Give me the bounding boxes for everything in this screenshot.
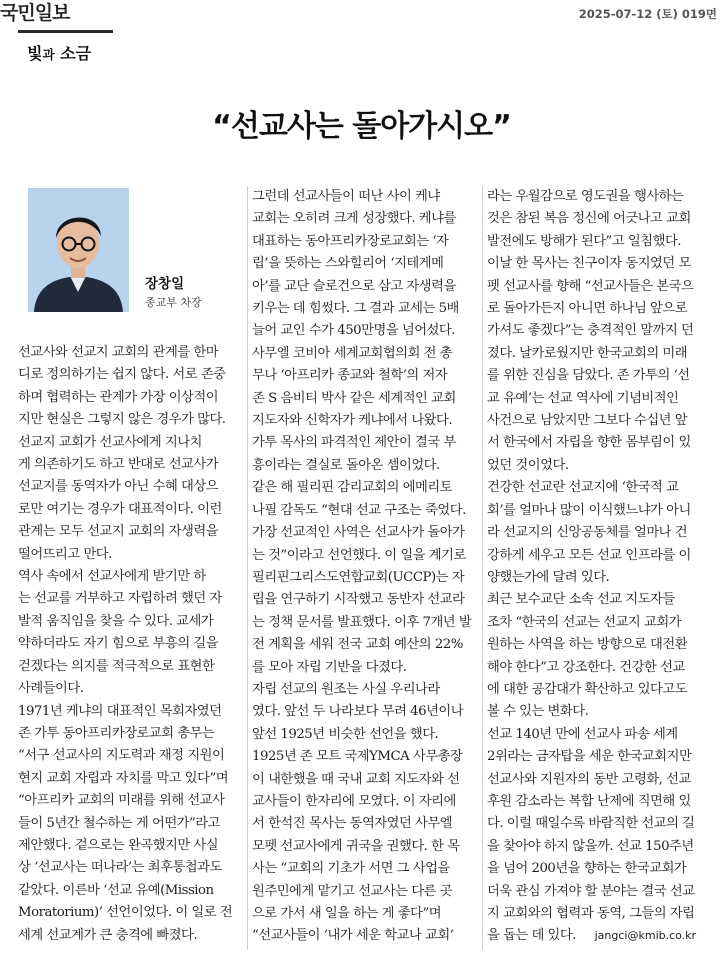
text-line: Moratorium)’ 선언이었다. 이 일로 전 [18, 905, 233, 921]
text-line: 을 찾아야 하지 않을까. 선교 150주년 [487, 838, 694, 854]
text-line: 회’를 얼마나 많이 이식했느냐가 아니 [487, 502, 691, 518]
text-line: 역사 속에서 선교사에게 받기만 하 [18, 569, 206, 585]
text-line: 이날 한 목사는 친구이자 동지였던 모 [487, 256, 691, 272]
text-line: 선교지를 동역자가 아닌 수혜 대상으 [18, 479, 219, 495]
text-line: 아’를 교단 슬로건으로 삼고 자생력을 [252, 278, 456, 294]
text-line: 지만 현실은 그렇지 않은 경우가 많다. [18, 412, 226, 428]
text-line: 강하게 세우고 모든 선교 인프라를 이 [487, 547, 691, 563]
text-line: 로만 여기는 경우가 대표적이다. 이런 [18, 501, 222, 517]
column-name [27, 41, 91, 64]
text-line: 디로 정의하기는 쉽지 않다. 서로 존중 [18, 367, 226, 383]
text-line: 립을 연구하기 시작했고 동반자 선교라 [252, 592, 465, 608]
text-line: 흥이라는 결실로 돌아온 셈이었다. [252, 457, 440, 473]
text-line: 가장 선교적인 사역은 선교사가 돌아가 [252, 525, 465, 541]
text-line: 약하더라도 자기 힘으로 부흥의 길을 [18, 636, 219, 652]
text-line: 세계 선교계가 큰 충격에 빠졌다. [18, 927, 198, 943]
text-line: 선교사와 선교지 교회의 관계를 한마 [18, 345, 219, 360]
text-line: 라 선교지의 신앙공동체를 얼마나 건 [487, 525, 688, 541]
issue-date: 2025-07-12 (토) 019면 [578, 7, 717, 21]
text-line: 그런데 선교사들이 떠난 사이 케냐 [252, 189, 440, 204]
text-line: 대표하는 동아프리카장로교회는 ‘자 [252, 233, 449, 249]
text-line: 지 교회와의 협력과 동역, 그들의 자립 [487, 906, 695, 921]
text-line: 전 계획을 세워 전국 교회 예산의 22% [252, 637, 463, 653]
column-name-small: 과 [42, 47, 55, 62]
author-portrait-icon [28, 188, 129, 312]
publication-header [0, 0, 723, 28]
text-line: 2위라는 금자탑을 세운 한국교회지만 [487, 749, 692, 765]
author-name: 장창일 [145, 276, 185, 292]
text-line: 후원 감소라는 복합 난제에 직면해 있 [487, 793, 691, 809]
newspaper-logo: 국민일보 [0, 2, 70, 24]
text-line: 졌다. 날카로웠지만 한국교회의 미래 [487, 345, 688, 361]
column-divider [482, 186, 483, 950]
text-line: 현지 교회 자립과 자치를 막고 있다”며 [18, 770, 229, 786]
text-line: 사무엘 코비아 세계교회협의회 전 총 [252, 345, 453, 361]
text-line: 교사들이 한자리에 모였다. 이 자리에 [252, 793, 456, 809]
text-line: 발적 움직임을 찾을 수 있다. 교세가 [18, 613, 214, 629]
article-column-1 [18, 342, 244, 947]
text-line: 더욱 관심 가져야 할 분야는 결국 선교 [487, 883, 695, 899]
text-line: 서 한석진 목사는 동역자였던 사무엘 [252, 816, 453, 832]
text-line: 해야 한다”고 강조한다. 건강한 선교 [487, 659, 685, 675]
text-line: 다. 이럴 때일수록 바람직한 선교의 길 [487, 816, 695, 832]
text-line: 하며 협력하는 관계가 가장 이상적이 [18, 389, 219, 405]
text-line: 를 위한 진심을 담았다. 존 가투의 ‘선 [487, 368, 690, 384]
text-line: 무나 ‘아프리카 종교와 철학’의 저자 [252, 368, 448, 384]
text-line: 원하는 사역을 하는 방향으로 대전환 [487, 637, 688, 653]
text-line: 선교지 교회가 선교사에게 지나치 [18, 434, 203, 450]
text-line: 발전에도 방해가 된다”고 일침했다. [487, 233, 682, 249]
text-line: 서 한국에서 자립을 향한 몸부림이 있 [487, 435, 691, 451]
text-line: 를 모아 자립 기반을 다졌다. [252, 659, 407, 675]
text-line: 선교 140년 만에 선교사 파송 세계 [487, 726, 678, 742]
text-line: 양했는가에 달려 있다. [487, 569, 610, 585]
text-line: 가투 목사의 파격적인 제안이 결국 부 [252, 435, 456, 451]
text-line: 이 내한했을 때 국내 교회 지도자와 선 [252, 771, 460, 787]
text-line: 가셔도 좋겠다”는 충격적인 말까지 던 [487, 323, 694, 339]
text-line: 조차 “한국의 선교는 선교지 교회가 [487, 614, 682, 630]
author-title: 종교부 차장 [145, 296, 202, 309]
text-line: 립’을 뜻하는 스와힐리어 ‘지테게메 [252, 256, 444, 272]
text-line: 것은 참된 복음 정신에 어긋나고 교회 [487, 211, 691, 227]
article-column-2 [252, 186, 478, 948]
text-line: 사는 “교회의 기초가 서면 그 사업을 [252, 861, 450, 877]
author-email: jangci@kmib.co.kr [594, 929, 697, 943]
text-line: “서구 선교사의 지도력과 재정 지원이 [18, 748, 225, 764]
text-line: 건강한 선교란 선교지에 ‘한국적 교 [487, 480, 679, 496]
text-line: 는 정책 문서를 발표했다. 이후 7개년 발 [252, 614, 472, 630]
text-line: 선교사와 지원자의 동반 고령화, 선교 [487, 771, 691, 787]
column-divider [247, 186, 248, 950]
text-line: 존 가투 동아프리카장로교회 총무는 [18, 725, 215, 741]
text-line: 앞선 1925년 비슷한 선언을 했다. [252, 726, 439, 742]
text-line-end: 을 돕는 데 있다. [487, 928, 576, 944]
column-name-rest: 소금 [54, 44, 92, 63]
text-line: 에 대한 공감대가 확산하고 있다고도 [487, 681, 688, 697]
text-line: 최근 보수교단 소속 선교 지도자들 [487, 592, 675, 608]
text-line: 존 S 음비티 박사 같은 세계적인 교회 [252, 390, 456, 406]
text-line: 제안했다. 겉으로는 완곡했지만 사실 [18, 837, 219, 853]
text-line: 걷겠다는 의지를 적극적으로 표현한 [18, 658, 215, 674]
text-line: 교 유예’는 선교 역사에 기념비적인 [487, 390, 679, 406]
text-line: 는 선교를 거부하고 자립하려 했던 자 [18, 591, 222, 607]
text-line: 같았다. 이른바 ‘선교 유예(Mission [18, 882, 214, 898]
text-line: 지도자와 신학자가 케냐에서 나왔다. [252, 413, 453, 429]
text-line: 1971년 케냐의 대표적인 목회자였던 [18, 703, 222, 719]
text-line: 떨어뜨리고 만다. [18, 546, 112, 562]
text-line: 늘어 교인 수가 450만명을 넘어섰다. [252, 323, 455, 339]
text-line: 자립 선교의 원조는 사실 우리나라 [252, 681, 440, 697]
text-line: 모펫 선교사에게 귀국을 권했다. 한 목 [252, 838, 460, 854]
text-line: 관계는 모두 선교지 교회의 자생력을 [18, 524, 219, 540]
text-line: 로 돌아가든지 아니면 하나님 앞으로 [487, 301, 688, 317]
column-name-main: 빛 [27, 44, 43, 63]
text-line: 였다. 앞선 두 나라보다 무려 46년이나 [252, 704, 464, 720]
text-line: “아프리카 교회의 미래를 위해 선교사 [18, 793, 225, 809]
text-line: 을 넘어 200년을 향하는 한국교회가 [487, 861, 687, 877]
headline: “선교사는 돌아가시오” [212, 109, 511, 144]
text-line: 원주민에게 맡기고 선교사는 다른 곳 [252, 883, 453, 899]
text-line: 었던 것이었다. [487, 457, 569, 473]
text-line: 사건으로 남았지만 그보다 수십년 앞 [487, 413, 688, 429]
text-line: 1925년 존 모트 국제YMCA 사무총장 [252, 749, 463, 765]
text-line: 으로 가서 새 일을 하는 게 좋다”며 [252, 906, 442, 921]
text-line: 상 ‘선교사는 떠나라’는 최후통첩과도 [18, 860, 222, 876]
text-line-final [487, 925, 713, 947]
text-line: 나필 감독도 “현대 선교 구조는 죽었다. [252, 502, 466, 518]
text-line: 같은 해 필리핀 감리교회의 에메리토 [252, 480, 453, 496]
text-line: 필리핀그리스도연합교회(UCCP)는 자 [252, 569, 465, 585]
text-line: 사례들이다. [18, 681, 84, 697]
text-line: 는 것”이라고 선언했다. 이 일을 계기로 [252, 547, 466, 563]
author-photo [28, 188, 129, 312]
text-line: 게 의존하기도 하고 반대로 선교사가 [18, 457, 219, 473]
text-line: 키우는 데 힘썼다. 그 결과 교세는 5배 [252, 301, 459, 317]
text-line: 라는 우월감으로 영도권을 행사하는 [487, 189, 684, 204]
text-line: 볼 수 있는 변화다. [487, 704, 589, 720]
text-line: 교회는 오히려 크게 성장했다. 케냐를 [252, 211, 456, 227]
column-rule [18, 30, 113, 33]
article-column-3 [487, 186, 713, 948]
text-line: 펫 선교사를 향해 “선교사들은 본국으 [487, 278, 694, 294]
text-line: 들이 5년간 철수하는 게 어떤가”라고 [18, 815, 220, 831]
text-line: “선교사들이 ‘내가 세운 학교나 교회’ [252, 928, 454, 944]
